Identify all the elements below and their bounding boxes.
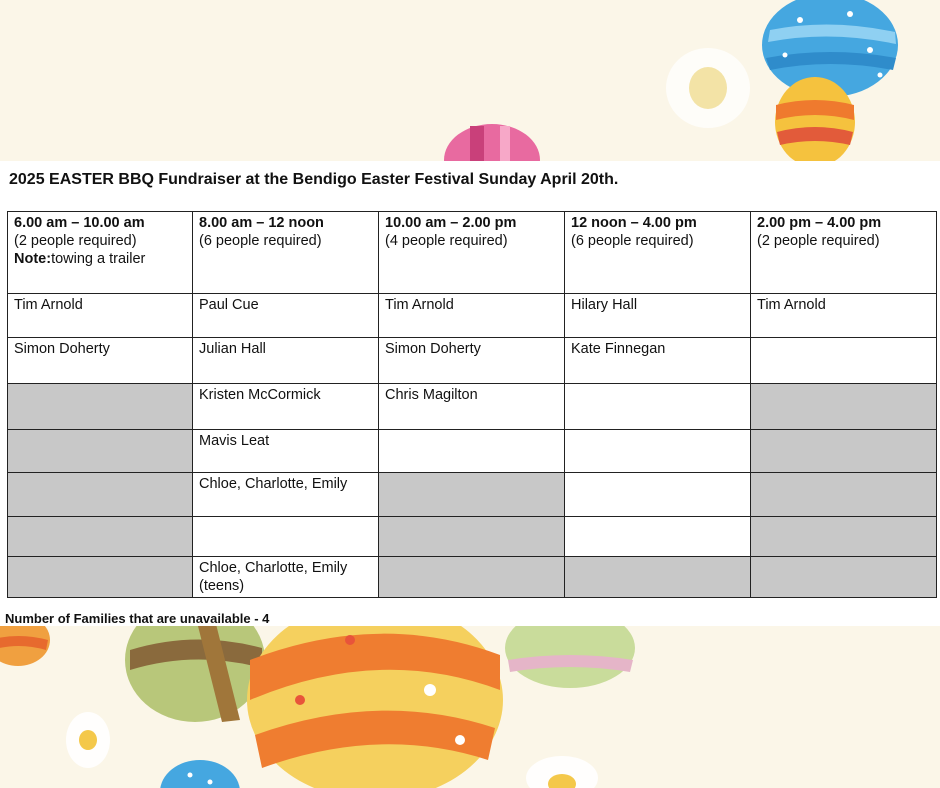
volunteer-cell	[8, 430, 193, 473]
shift-header-cell	[193, 212, 379, 294]
shift-header-cell	[751, 212, 937, 294]
volunteer-cell	[193, 517, 379, 557]
large-orange-easter-egg-icon	[247, 600, 503, 788]
shift-required: (6 people required)	[571, 233, 694, 249]
shift-time: 2.00 pm – 4.00 pm	[757, 215, 882, 231]
table-row	[8, 430, 937, 473]
volunteer-cell: Simon Doherty	[379, 338, 565, 384]
roster-table	[7, 211, 937, 598]
shift-required: (4 people required)	[385, 233, 508, 249]
volunteer-cell	[751, 557, 937, 598]
volunteer-cell: Mavis Leat	[193, 430, 379, 473]
shift-time: 8.00 am – 12 noon	[199, 215, 324, 231]
shift-time: 12 noon – 4.00 pm	[571, 215, 697, 231]
volunteer-cell	[751, 338, 937, 384]
volunteer-cell	[565, 517, 751, 557]
volunteer-cell	[565, 473, 751, 517]
table-row	[8, 338, 937, 384]
document-title: 2025 EASTER BBQ Fundraiser at the Bendigo Easter Festival Sunday April 20th.	[9, 171, 619, 188]
volunteer-cell	[751, 384, 937, 430]
shift-time: 10.00 am – 2.00 pm	[385, 215, 517, 231]
orange-easter-egg-icon	[775, 77, 855, 167]
shift-required: (2 people required)	[757, 233, 880, 249]
volunteer-cell: Julian Hall	[193, 338, 379, 384]
volunteer-cell: Kristen McCormick	[193, 384, 379, 430]
shift-header-cell	[8, 212, 193, 294]
volunteer-cell	[379, 473, 565, 517]
table-row	[8, 473, 937, 517]
volunteer-cell: Tim Arnold	[379, 294, 565, 338]
daisy-flower-icon	[526, 756, 598, 788]
shift-required: (2 people required)	[14, 233, 137, 249]
shift-required: (6 people required)	[199, 233, 322, 249]
unavailable-families-note: Number of Families that are unavailable - 4	[5, 611, 270, 626]
volunteer-cell	[8, 384, 193, 430]
shift-header-cell	[379, 212, 565, 294]
volunteer-cell	[8, 517, 193, 557]
volunteer-cell	[379, 430, 565, 473]
shift-header-row	[8, 212, 937, 294]
volunteer-cell: Tim Arnold	[8, 294, 193, 338]
volunteer-cell	[565, 430, 751, 473]
table-row	[8, 517, 937, 557]
volunteer-cell	[751, 430, 937, 473]
volunteer-cell	[8, 557, 193, 598]
volunteer-cell: Tim Arnold	[751, 294, 937, 338]
daisy-flower-icon	[66, 712, 110, 768]
daisy-flower-icon	[666, 48, 750, 128]
volunteer-cell	[379, 517, 565, 557]
volunteer-cell	[751, 517, 937, 557]
table-row	[8, 384, 937, 430]
volunteer-cell: Chloe, Charlotte, Emily	[193, 473, 379, 517]
note-text: towing a trailer	[51, 251, 146, 267]
volunteer-cell	[565, 384, 751, 430]
volunteer-cell: Paul Cue	[193, 294, 379, 338]
shift-header-cell	[565, 212, 751, 294]
blue-easter-egg-icon	[160, 760, 240, 788]
roster-sheet	[0, 161, 940, 626]
volunteer-cell: Chloe, Charlotte, Emily (teens)	[193, 557, 379, 598]
volunteer-cell: Kate Finnegan	[565, 338, 751, 384]
volunteer-cell: Hilary Hall	[565, 294, 751, 338]
volunteer-cell	[8, 473, 193, 517]
shift-time: 6.00 am – 10.00 am	[14, 215, 145, 231]
shift-note	[14, 250, 186, 268]
volunteer-cell: Chris Magilton	[379, 384, 565, 430]
table-row	[8, 557, 937, 598]
volunteer-cell: Simon Doherty	[8, 338, 193, 384]
note-label: Note:	[14, 251, 52, 267]
volunteer-cell	[565, 557, 751, 598]
volunteer-cell	[751, 473, 937, 517]
volunteer-cell	[379, 557, 565, 598]
table-row	[8, 294, 937, 338]
